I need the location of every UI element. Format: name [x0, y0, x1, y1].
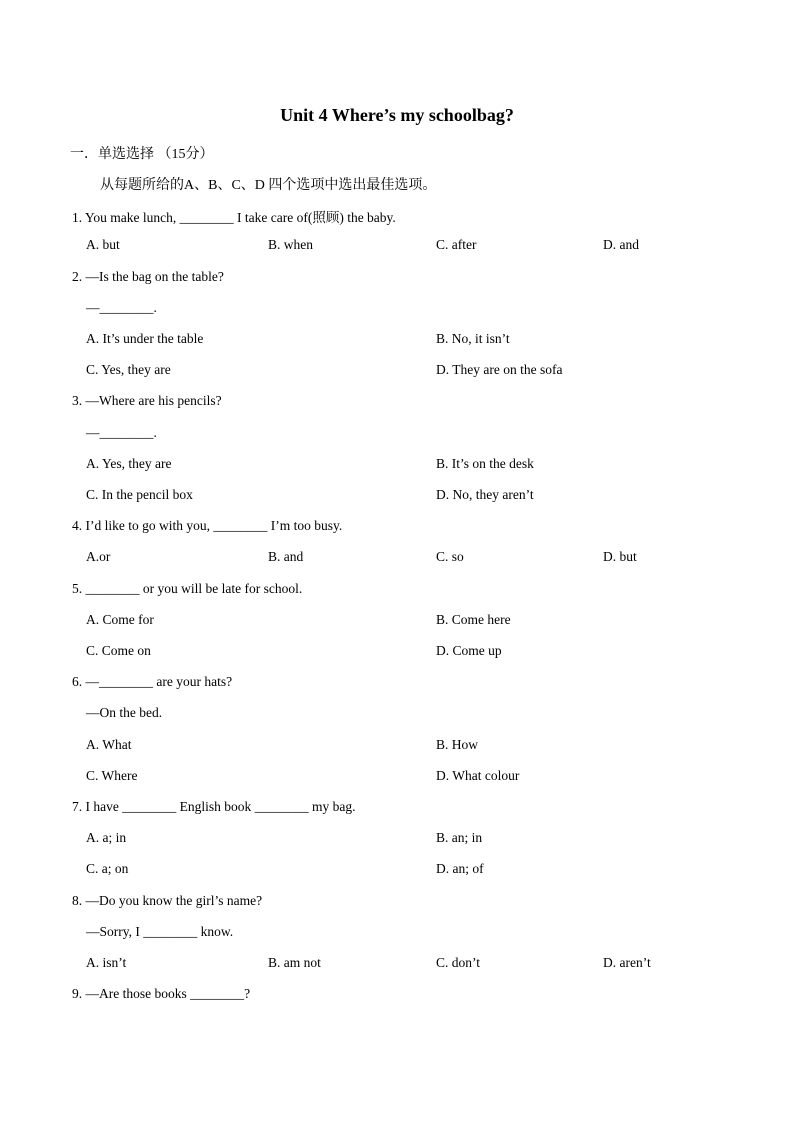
- question-1-option-c: C. after: [436, 237, 477, 252]
- question-3-option-c: C. In the pencil box: [86, 487, 193, 502]
- question-4-option-c: C. so: [436, 549, 464, 564]
- question-2-option-a: A. It’s under the table: [86, 331, 204, 346]
- question-8-option-c: C. don’t: [436, 955, 481, 970]
- question-2-option-b: B. No, it isn’t: [436, 331, 510, 346]
- question-5-stem: 5. ________ or you will be late for school.: [72, 581, 303, 596]
- question-4-option-d: D. but: [603, 549, 637, 564]
- question-3-answer-line: —________.: [86, 425, 157, 440]
- question-8-stem: 8. —Do you know the girl’s name?: [72, 893, 263, 908]
- question-8-option-d: D. aren’t: [603, 955, 651, 970]
- section-instruction: 从每题所给的A、B、C、D 四个选项中选出最佳选项。: [100, 178, 437, 193]
- question-7-option-a: A. a; in: [86, 830, 127, 845]
- question-3-stem: 3. —Where are his pencils?: [72, 393, 222, 408]
- question-6-option-a: A. What: [86, 737, 132, 752]
- question-8-answer-line: —Sorry, I ________ know.: [86, 924, 234, 939]
- question-1-option-d: D. and: [603, 237, 639, 252]
- question-2-stem: 2. —Is the bag on the table?: [72, 269, 224, 284]
- question-2-answer-line: —________.: [86, 300, 157, 315]
- question-7-option-d: D. an; of: [436, 861, 484, 876]
- question-5-option-c: C. Come on: [86, 643, 151, 658]
- question-1-option-a: A. but: [86, 237, 120, 252]
- question-9-stem: 9. —Are those books ________?: [72, 986, 251, 1001]
- question-8-option-b: B. am not: [268, 955, 321, 970]
- question-3-option-a: A. Yes, they are: [86, 456, 172, 471]
- question-4-option-b: B. and: [268, 549, 304, 564]
- question-1-stem: 1. You make lunch, ________ I take care of(照顾) the baby.: [72, 210, 396, 225]
- question-7-option-c: C. a; on: [86, 861, 129, 876]
- question-2-option-d: D. They are on the sofa: [436, 362, 563, 377]
- question-6-stem: 6. —________ are your hats?: [72, 674, 233, 689]
- question-3-option-b: B. It’s on the desk: [436, 456, 534, 471]
- question-4-option-a: A.or: [86, 549, 111, 564]
- question-7-stem: 7. I have ________ English book ________ my bag.: [72, 799, 356, 814]
- page-title: Unit 4 Where’s my schoolbag?: [280, 105, 514, 125]
- question-8-option-a: A. isn’t: [86, 955, 127, 970]
- section-heading: 一．单选选择 （15分）: [70, 147, 214, 162]
- question-5-option-d: D. Come up: [436, 643, 502, 658]
- question-2-option-c: C. Yes, they are: [86, 362, 171, 377]
- question-5-option-b: B. Come here: [436, 612, 511, 627]
- question-4-stem: 4. I’d like to go with you, ________ I’m too busy.: [72, 518, 343, 533]
- question-1-option-b: B. when: [268, 237, 313, 252]
- question-6-option-c: C. Where: [86, 768, 138, 783]
- question-6-option-b: B. How: [436, 737, 479, 752]
- question-6-answer-line: —On the bed.: [86, 705, 163, 720]
- question-5-option-a: A. Come for: [86, 612, 154, 627]
- question-7-option-b: B. an; in: [436, 830, 483, 845]
- question-6-option-d: D. What colour: [436, 768, 520, 783]
- question-3-option-d: D. No, they aren’t: [436, 487, 534, 502]
